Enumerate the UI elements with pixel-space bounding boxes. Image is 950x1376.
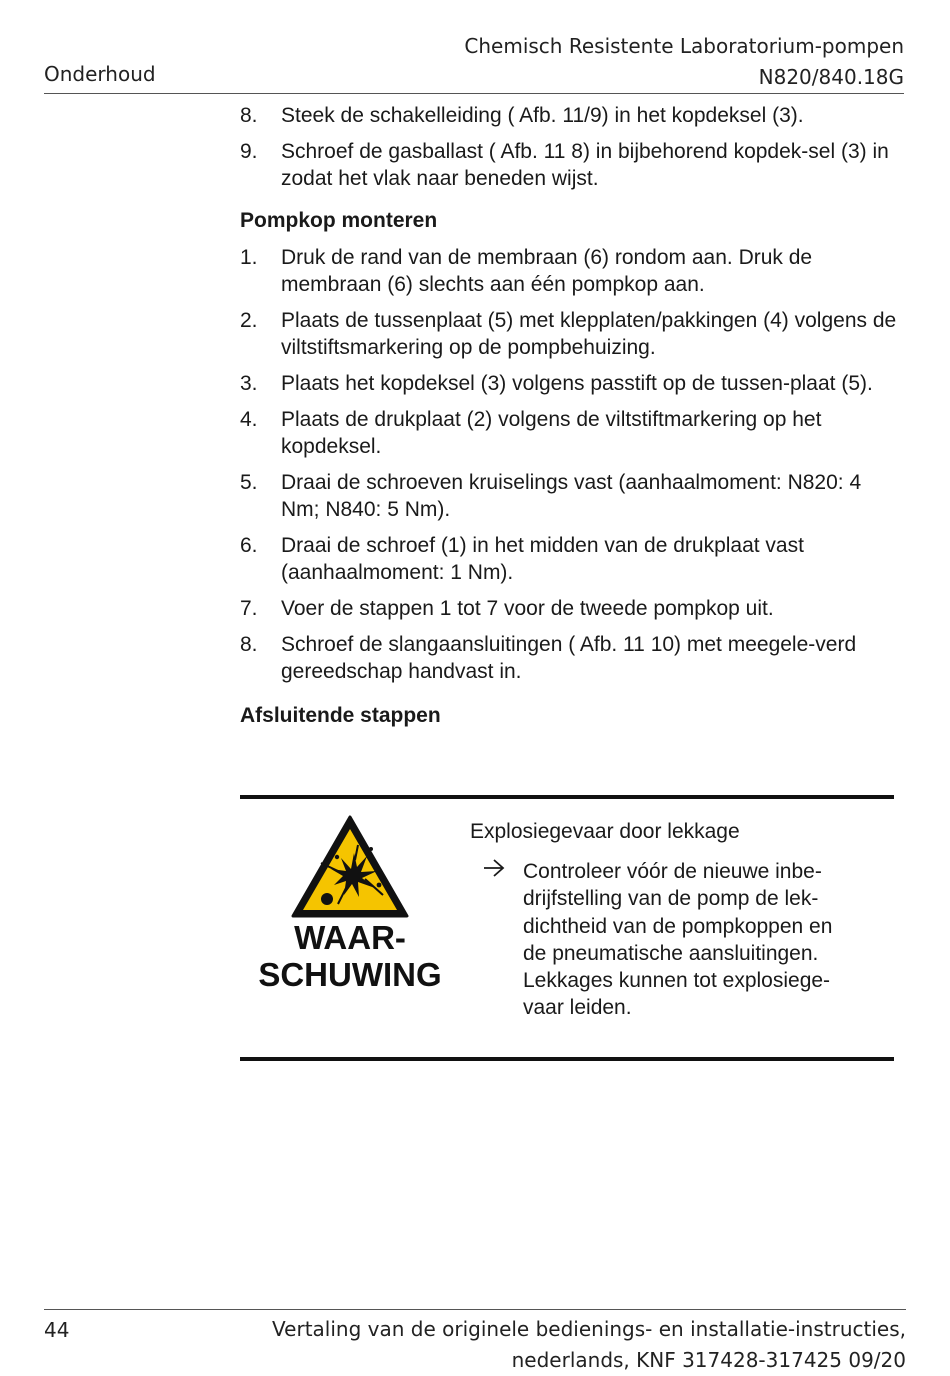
warning-action-line: drijfstelling van de pomp de lek- xyxy=(523,887,819,911)
warning-action-line: dichtheid van de pompkoppen en xyxy=(523,914,833,938)
list-item xyxy=(240,138,900,192)
step-number: 7. xyxy=(240,597,258,620)
step-number: 5. xyxy=(240,471,258,494)
warning-bottom-rule xyxy=(240,1057,894,1061)
document-title-line2: N820/840.18G xyxy=(758,65,904,89)
step-number: 4. xyxy=(240,408,258,431)
step-number: 3. xyxy=(240,372,258,395)
list-item xyxy=(240,307,900,361)
footer-line2: nederlands, KNF 317428-317425 09/20 xyxy=(511,1348,906,1372)
footer-document-info xyxy=(272,1314,906,1376)
step-text: Druk de rand van de membraan (6) rondom aan. Druk de membraan (6) slechts aan één pompkop aan. xyxy=(281,246,813,296)
main-content xyxy=(240,102,900,729)
document-title xyxy=(464,31,904,93)
step-number: 8. xyxy=(240,633,258,656)
warning-top-rule xyxy=(240,795,894,799)
section-name: Onderhoud xyxy=(44,62,156,86)
step-text: Voer de stappen 1 tot 7 voor de tweede pompkop uit. xyxy=(281,597,774,620)
step-text: Plaats het kopdeksel (3) volgens passtift op de tussen-plaat (5). xyxy=(281,372,873,395)
footer-divider xyxy=(44,1309,906,1310)
arrow-right-icon xyxy=(482,858,506,878)
list-item xyxy=(240,406,900,460)
step-text: Plaats de drukplaat (2) volgens de viltstiftmarkering op het kopdeksel. xyxy=(281,408,822,458)
list-item xyxy=(240,631,900,685)
document-title-line1: Chemisch Resistente Laboratorium-pompen xyxy=(464,34,904,58)
step-number: 1. xyxy=(240,246,258,269)
warning-action-line: vaar leiden. xyxy=(523,996,632,1020)
warning-title: Explosiegevaar door lekkage xyxy=(470,820,740,843)
footer-line1: Vertaling van de originele bedienings- en installatie-instructies, xyxy=(272,1317,906,1341)
list-item xyxy=(240,469,900,523)
step-number: 8. xyxy=(240,104,258,127)
signal-word xyxy=(240,919,460,993)
explosion-warning-icon xyxy=(291,815,409,919)
heading-pompkop-monteren: Pompkop monteren xyxy=(240,209,438,232)
signal-word-line1: WAAR- xyxy=(294,919,406,956)
step-text: Plaats de tussenplaat (5) met klepplaten/pakkingen (4) volgens de viltstiftsmarkering op de pompbehuizing. xyxy=(281,309,897,359)
step-number: 2. xyxy=(240,309,258,332)
header-divider xyxy=(44,93,904,94)
step-text: Draai de schroef (1) in het midden van de drukplaat vast (aanhaalmoment: 1 Nm). xyxy=(281,534,804,584)
step-text: Draai de schroeven kruiselings vast (aanhaalmoment: N820: 4 Nm; N840: 5 Nm). xyxy=(281,471,862,521)
step-text: Schroef de gasballast ( Afb. 11 8) in bijbehorend kopdek-sel (3) in zodat het vlak naar beneden wijst. xyxy=(281,140,889,190)
steps-intro-list xyxy=(240,102,900,192)
list-item xyxy=(240,595,900,622)
warning-action-line: de pneumatische aansluitingen. xyxy=(523,941,819,965)
warning-action-line: Controleer vóór de nieuwe inbe- xyxy=(523,860,822,883)
step-number: 9. xyxy=(240,140,258,163)
steps-pompkop-list xyxy=(240,244,900,685)
signal-word-line2: SCHUWING xyxy=(258,956,442,993)
step-number: 6. xyxy=(240,534,258,557)
list-item xyxy=(240,532,900,586)
list-item xyxy=(240,244,900,298)
warning-action-text xyxy=(523,858,893,1022)
heading-afsluitende-stappen: Afsluitende stappen xyxy=(240,704,441,727)
list-item xyxy=(240,102,900,129)
list-item xyxy=(240,370,900,397)
page-number: 44 xyxy=(44,1318,70,1342)
warning-action-line: Lekkages kunnen tot explosiege- xyxy=(523,969,831,993)
step-text: Schroef de slangaansluitingen ( Afb. 11 10) met meegele-verd gereedschap handvast in. xyxy=(281,633,857,683)
step-text: Steek de schakelleiding ( Afb. 11/9) in het kopdeksel (3). xyxy=(281,104,804,127)
